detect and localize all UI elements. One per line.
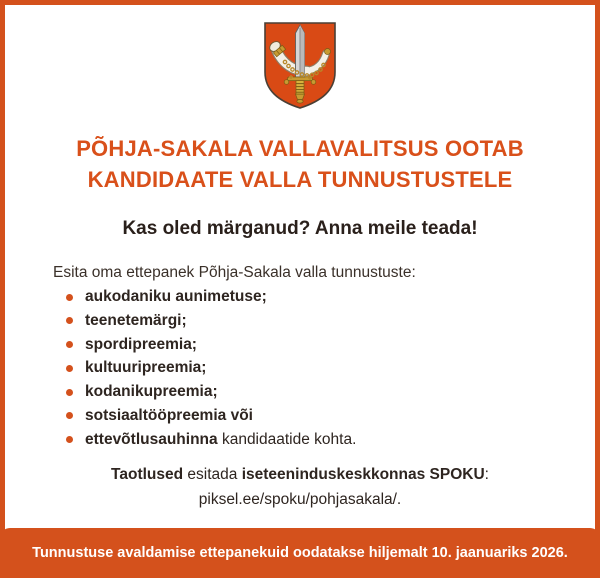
subtitle: Kas oled märganud? Anna meile teada!: [122, 218, 478, 239]
list-item-bold: kodanikupreemia;: [85, 383, 218, 401]
list-item-bold: sotsiaaltööpreemia või: [85, 406, 253, 424]
page-title: [5, 133, 595, 195]
list-item-rest: kandidaatide kohta.: [217, 430, 357, 448]
submission-mid: esitada: [183, 466, 242, 483]
page-title-line1: PÕHJA-SAKALA VALLAVALITSUS OOTAB: [76, 136, 524, 161]
list-item: [53, 285, 565, 309]
coat-of-arms: [261, 20, 339, 110]
list-item-bold: teenetemärgi;: [85, 311, 187, 329]
list-item: [53, 309, 565, 333]
list-item-bold: spordipreemia;: [85, 335, 197, 353]
page-title-line2: KANDIDAATE VALLA TUNNUSTUSTELE: [87, 167, 513, 192]
nominations-list: [53, 285, 565, 452]
list-item: [53, 356, 565, 380]
deadline-banner: [0, 528, 600, 578]
list-item-bold: aukodaniku aunimetuse;: [85, 288, 267, 305]
list-item: [53, 333, 565, 357]
submission-lead: Taotlused: [111, 466, 184, 483]
submission-line: [5, 462, 595, 487]
intro-text: Esita oma ettepanek Põhja-Sakala valla tunnustuste:: [53, 264, 416, 281]
list-item: [53, 380, 565, 404]
list-item-bold: ettevõtlusauhinna: [85, 430, 218, 448]
submission-platform: iseteeninduskeskkonnas SPOKU: [241, 466, 485, 483]
list-item: [53, 428, 565, 452]
submission-colon: :: [484, 466, 489, 483]
deadline-text: Tunnustuse avaldamise ettepanekuid oodatakse hiljemalt 10. jaanuariks 2026.: [32, 545, 568, 561]
list-item: [53, 404, 565, 428]
list-item-bold: kultuuripreemia;: [85, 359, 207, 377]
submission-url: piksel.ee/spoku/pohjasakala/.: [198, 491, 402, 508]
submission-info: [5, 462, 595, 512]
